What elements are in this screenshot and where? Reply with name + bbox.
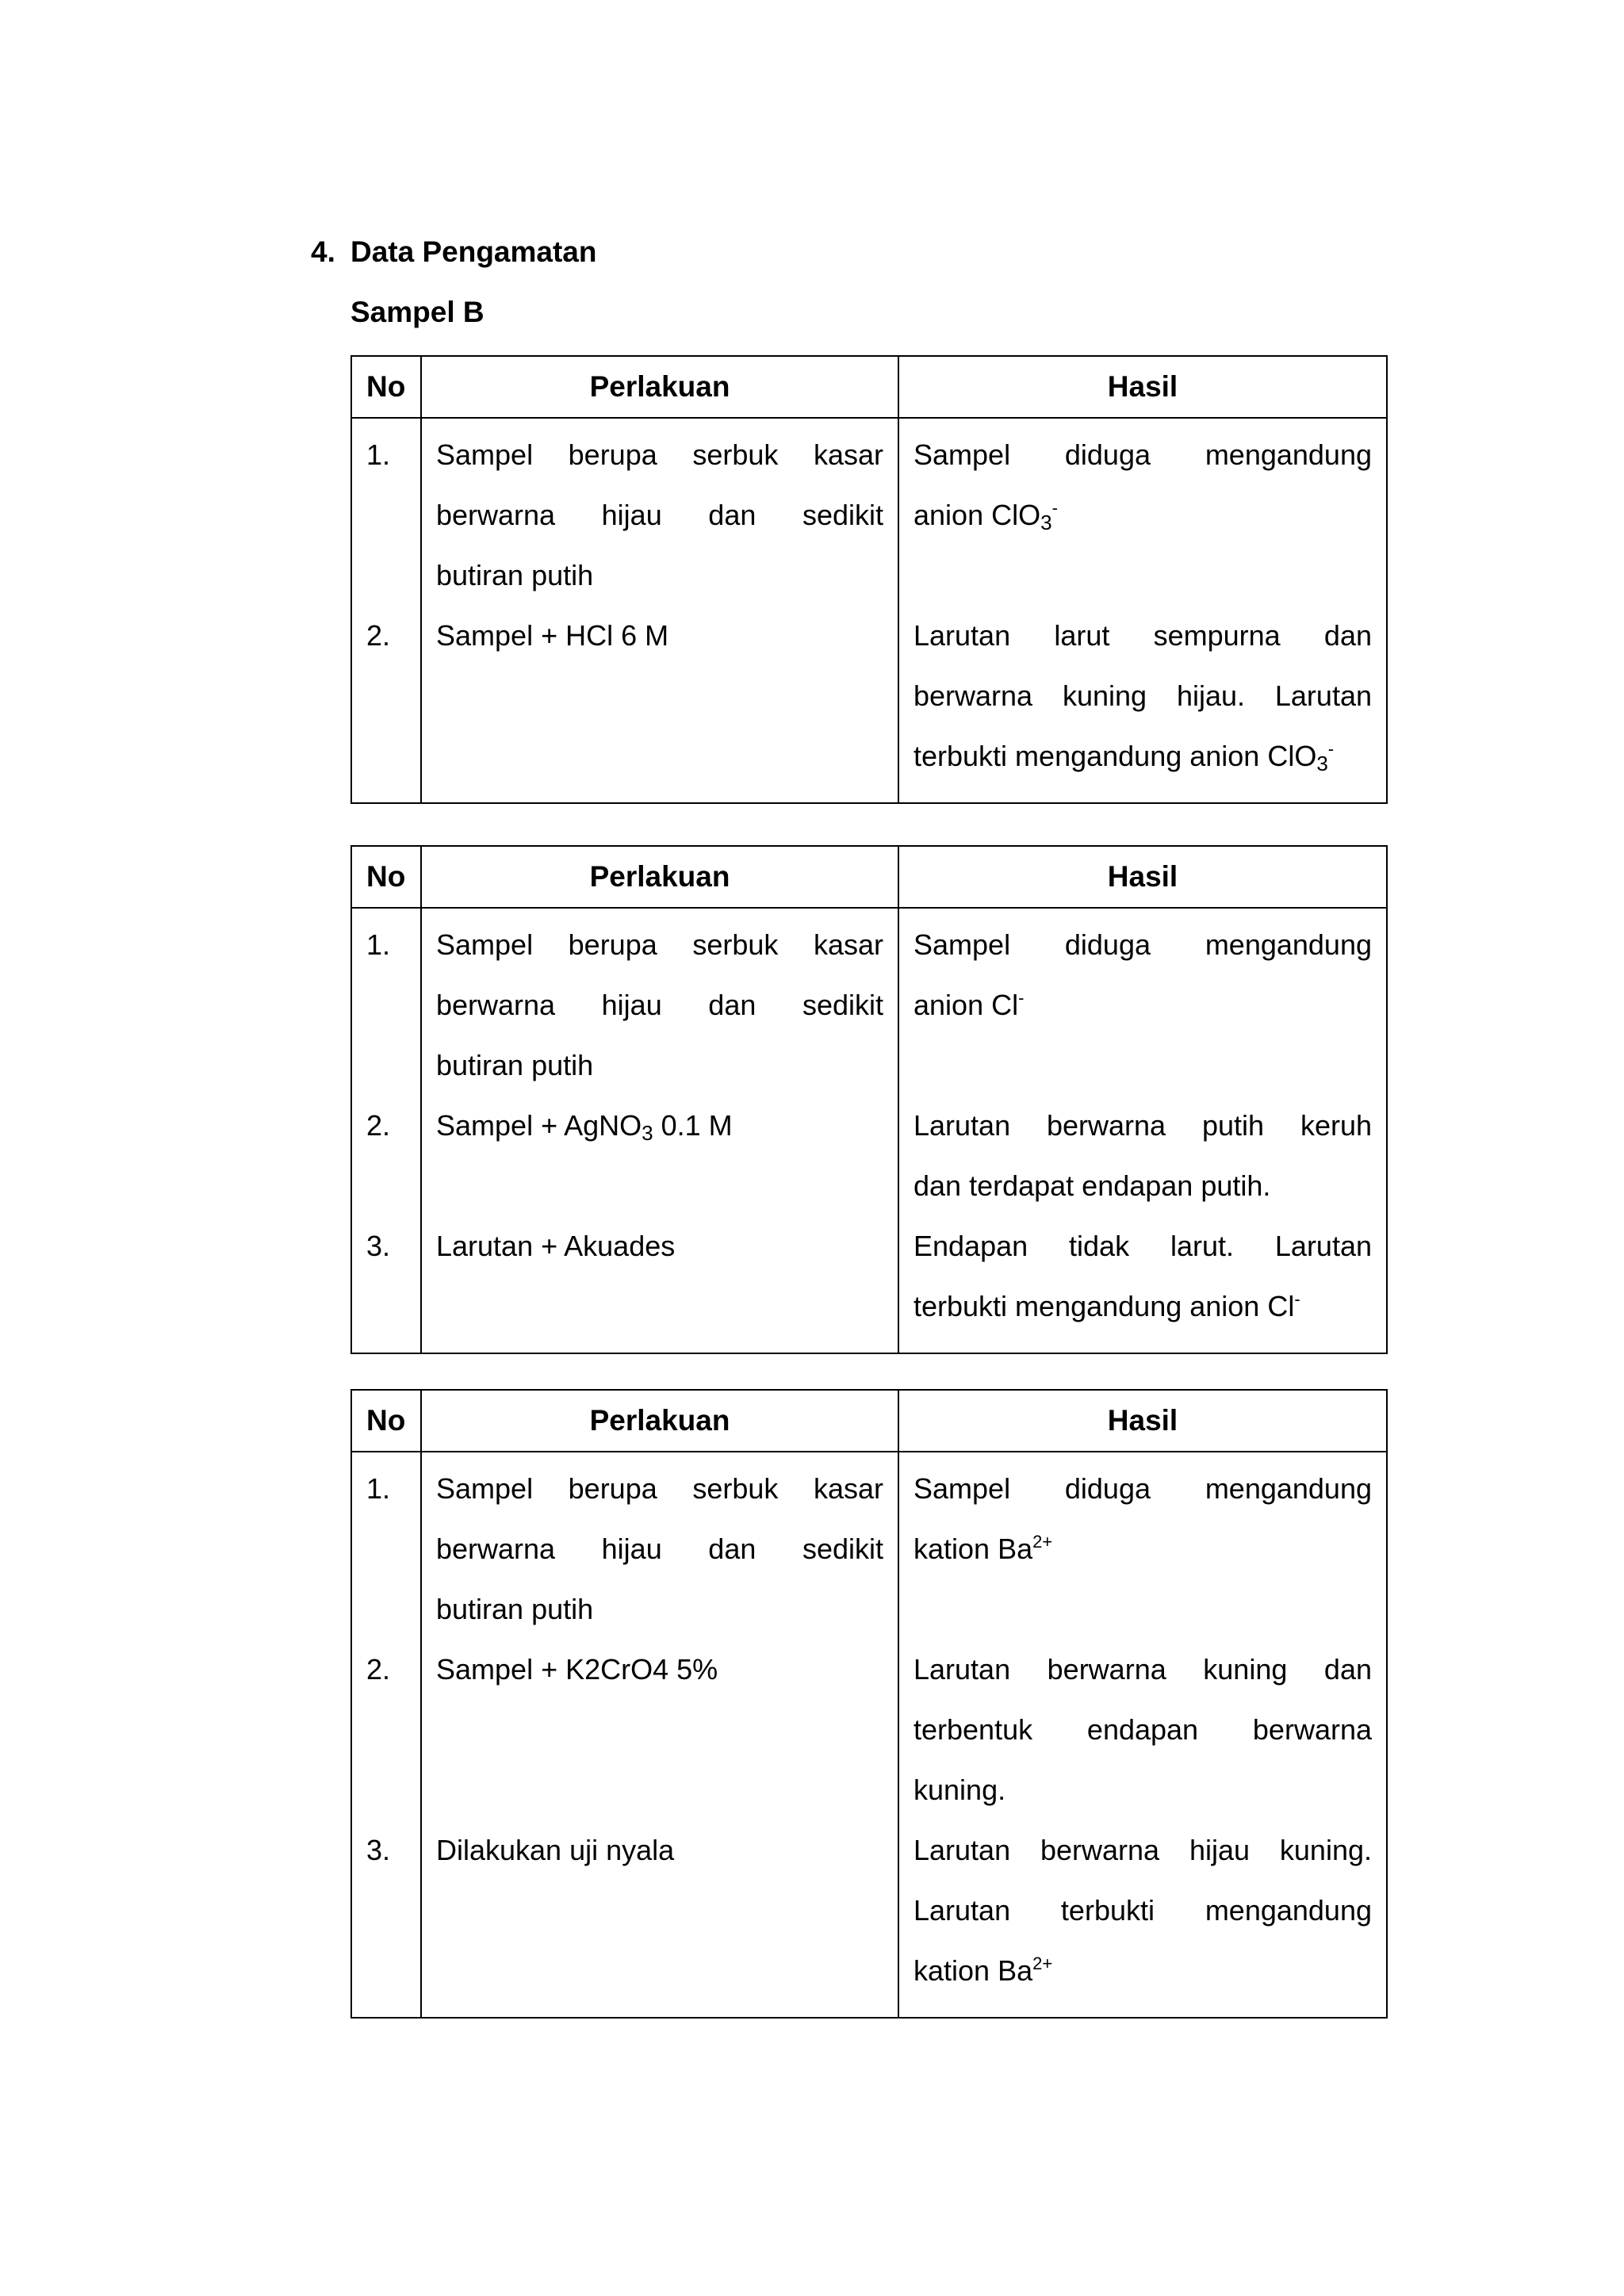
header-hasil: Hasil [898, 356, 1387, 418]
observation-table-chlorate [350, 355, 1388, 804]
section-title: Data Pengamatan [350, 235, 597, 268]
row-number: 3. [366, 1230, 391, 1262]
hasil-line: Sampel diduga mengandung [914, 1472, 1372, 1505]
row-number: 2. [366, 1109, 391, 1142]
perlakuan-line: berwarna hijau dan sedikit [436, 1533, 883, 1565]
section-heading [311, 230, 597, 274]
perlakuan-cell [421, 1452, 898, 2018]
perlakuan-line: Dilakukan uji nyala [436, 1834, 675, 1866]
hasil-line: Larutan terbukti mengandung [914, 1894, 1372, 1927]
hasil-cell [898, 1452, 1387, 2018]
row-number: 2. [366, 1653, 391, 1686]
header-no: No [351, 1390, 421, 1452]
hasil-line: berwarna kuning hijau. Larutan [914, 679, 1372, 712]
observation-table-barium [350, 1389, 1388, 2019]
hasil-line: kuning. [914, 1774, 1006, 1806]
table-row [351, 1452, 1387, 2018]
hasil-line: Larutan berwarna hijau kuning. [914, 1834, 1372, 1866]
header-hasil: Hasil [898, 1390, 1387, 1452]
perlakuan-line: berwarna hijau dan sedikit [436, 499, 883, 531]
row-number: 3. [366, 1834, 391, 1866]
row-number: 1. [366, 1472, 391, 1505]
perlakuan-line: Sampel berupa serbuk kasar [436, 928, 883, 961]
hasil-line: terbukti mengandung anion ClO$_3$- [914, 739, 1335, 775]
header-no: No [351, 356, 421, 418]
row-number: 2. [366, 619, 391, 652]
no-cell [351, 418, 421, 803]
perlakuan-line: butiran putih [436, 1049, 594, 1081]
hasil-line: anion ClO$_3$- [914, 498, 1058, 534]
table-header-row [351, 846, 1387, 908]
header-no: No [351, 846, 421, 908]
perlakuan-cell [421, 418, 898, 803]
perlakuan-cell [421, 908, 898, 1353]
perlakuan-line: Sampel berupa serbuk kasar [436, 1472, 883, 1505]
hasil-line: Sampel diduga mengandung [914, 438, 1372, 471]
sample-label: Sampel B [350, 296, 485, 328]
hasil-line: Larutan berwarna kuning dan [914, 1653, 1372, 1686]
hasil-line: Larutan larut sempurna dan [914, 619, 1372, 652]
perlakuan-line: Larutan + Akuades [436, 1230, 676, 1262]
perlakuan-line: Sampel + AgNO$_3$ 0.1 M [436, 1109, 733, 1145]
hasil-line: terbentuk endapan berwarna [914, 1713, 1372, 1746]
hasil-cell [898, 418, 1387, 803]
header-perlakuan: Perlakuan [421, 1390, 898, 1452]
table-row [351, 908, 1387, 1353]
no-cell [351, 1452, 421, 2018]
header-perlakuan: Perlakuan [421, 846, 898, 908]
perlakuan-line: Sampel + HCl 6 M [436, 619, 669, 652]
hasil-line: kation $Ba^{2+}$ [914, 1954, 1053, 1987]
table-header-row [351, 1390, 1387, 1452]
row-number: 1. [366, 438, 391, 471]
section-number: 4. [311, 235, 335, 268]
no-cell [351, 908, 421, 1353]
hasil-line: terbukti mengandung anion Cl- [914, 1289, 1300, 1322]
row-number: 1. [366, 928, 391, 961]
hasil-line: dan terdapat endapan putih. [914, 1169, 1271, 1202]
hasil-line: kation $Ba^{2+}$ [914, 1532, 1053, 1565]
header-perlakuan: Perlakuan [421, 356, 898, 418]
perlakuan-line: butiran putih [436, 1593, 594, 1625]
perlakuan-line: berwarna hijau dan sedikit [436, 989, 883, 1021]
table-row [351, 418, 1387, 803]
header-hasil: Hasil [898, 846, 1387, 908]
hasil-cell [898, 908, 1387, 1353]
observation-table-chloride [350, 845, 1388, 1354]
hasil-line: Endapan tidak larut. Larutan [914, 1230, 1372, 1262]
hasil-line: Larutan berwarna putih keruh [914, 1109, 1372, 1142]
hasil-line: Sampel diduga mengandung [914, 928, 1372, 961]
perlakuan-line: butiran putih [436, 559, 594, 591]
table-header-row [351, 356, 1387, 418]
hasil-line: anion Cl- [914, 988, 1025, 1021]
perlakuan-line: Sampel berupa serbuk kasar [436, 438, 883, 471]
perlakuan-line: Sampel + K2CrO4 5% [436, 1653, 718, 1686]
